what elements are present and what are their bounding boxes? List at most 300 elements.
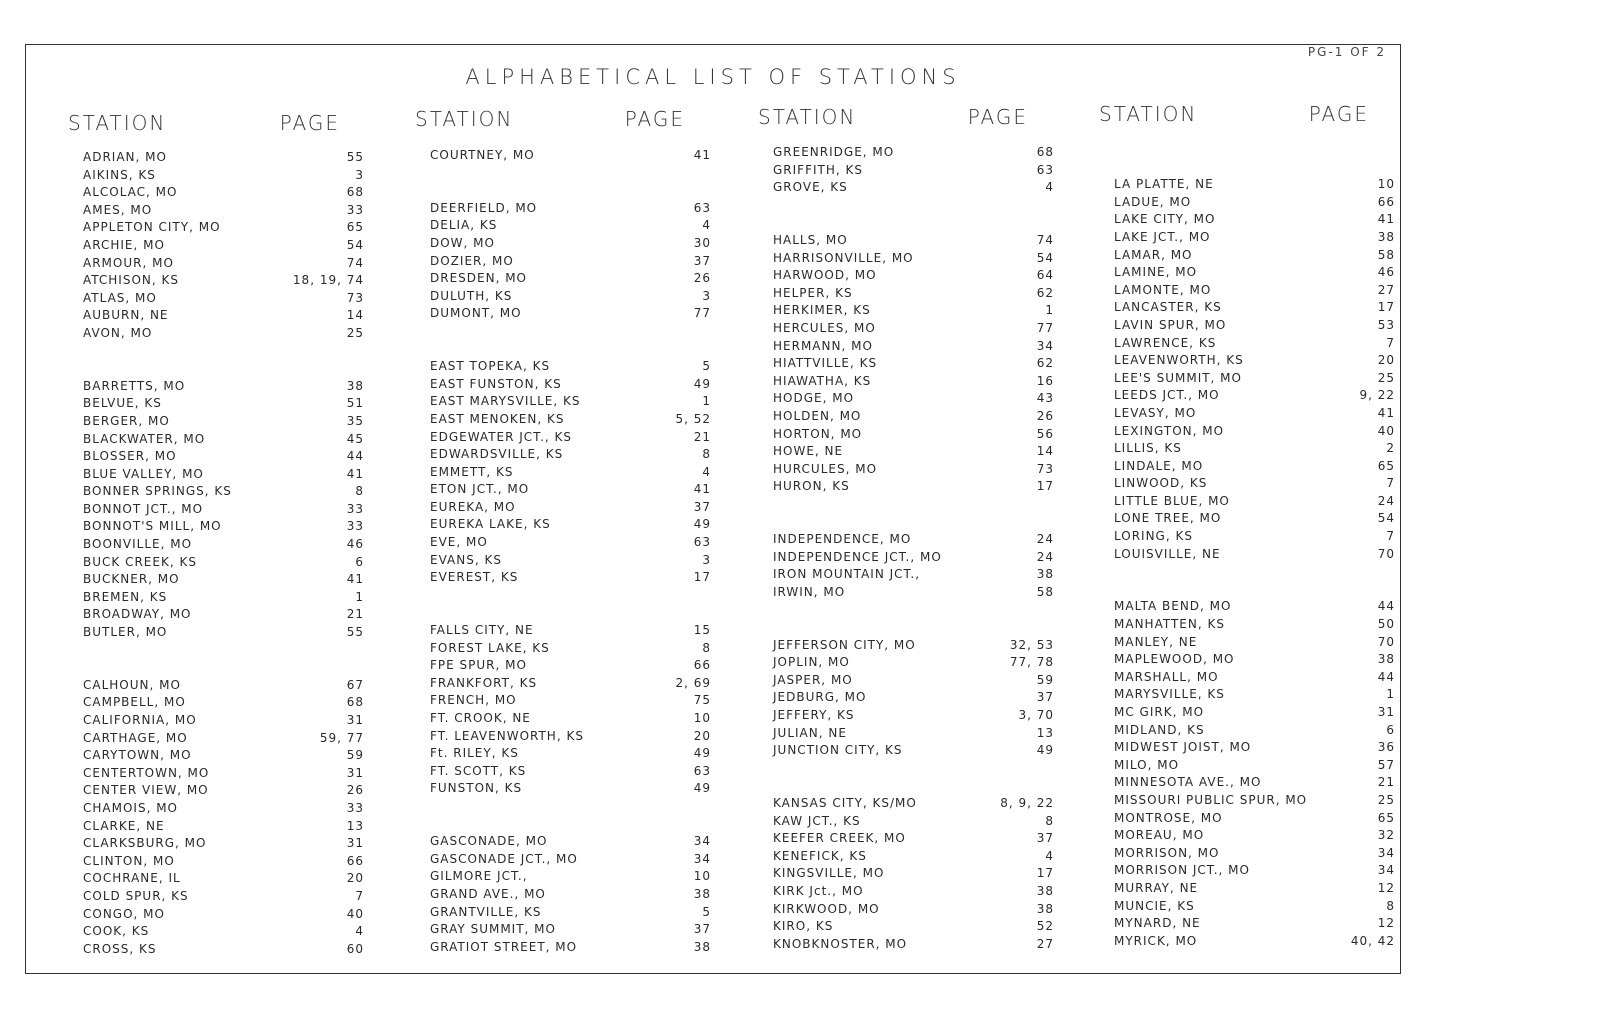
station-page: 32, 53	[1009, 637, 1054, 652]
station-page: 34	[693, 834, 711, 849]
station-row	[758, 637, 1068, 655]
station-row	[758, 144, 1068, 162]
station-row	[68, 800, 378, 818]
station-name: LONE TREE, MO	[1114, 511, 1222, 526]
station-page: 20	[1377, 353, 1395, 368]
station-name: GRATIOT STREET, MO	[430, 939, 578, 954]
station-page: 67	[346, 677, 364, 692]
station-name: EDWARDSVILLE, KS	[430, 447, 564, 462]
station-row	[415, 675, 725, 693]
station-page: 41	[693, 482, 711, 497]
station-name: BONNOT JCT., MO	[83, 501, 204, 516]
spacer-row	[415, 182, 725, 200]
station-row	[415, 288, 725, 306]
station-name: HIATTVILLE, KS	[773, 356, 878, 371]
station-row	[68, 290, 378, 308]
station-name: BUCK CREEK, KS	[83, 554, 197, 569]
station-name: BLACKWATER, MO	[83, 431, 206, 446]
station-page: 63	[693, 200, 711, 215]
station-page: 3	[702, 288, 711, 303]
station-row	[1099, 634, 1409, 652]
station-row	[68, 149, 378, 167]
station-name: ATLAS, MO	[83, 290, 157, 305]
station-name: Ft. RILEY, KS	[430, 746, 519, 761]
station-name: MUNCIE, KS	[1114, 898, 1195, 913]
station-name: JEDBURG, MO	[773, 690, 867, 705]
station-name: LORING, KS	[1114, 529, 1193, 544]
station-name: CALIFORNIA, MO	[83, 713, 197, 727]
station-page: 66	[346, 853, 364, 868]
station-name: KNOBKNOSTER, MO	[773, 936, 908, 951]
station-page: 75	[693, 693, 711, 708]
station-name: DOW, MO	[430, 235, 495, 250]
station-row	[415, 446, 725, 464]
station-row	[1099, 598, 1409, 616]
station-row	[68, 483, 378, 501]
station-row	[68, 466, 378, 484]
station-name: BONNER SPRINGS, KS	[83, 484, 232, 499]
station-row	[68, 606, 378, 624]
station-page: 36	[1377, 740, 1395, 755]
station-row	[68, 272, 378, 290]
station-page: 38	[1036, 883, 1054, 898]
column-header	[68, 111, 378, 137]
spacer-row	[1099, 159, 1409, 177]
station-page: 9, 22	[1359, 388, 1395, 403]
station-page: 3, 70	[1018, 708, 1054, 722]
station-page: 44	[346, 449, 364, 464]
station-row	[415, 868, 725, 886]
station-row	[68, 307, 378, 325]
station-page: 33	[346, 501, 364, 516]
station-name: BUTLER, MO	[83, 625, 168, 640]
station-header: STATION	[758, 105, 857, 129]
station-name: HERMANN, MO	[773, 338, 873, 353]
station-name: MISSOURI PUBLIC SPUR, MO	[1114, 792, 1308, 807]
station-page: 4	[1045, 848, 1054, 863]
column-header	[758, 105, 1068, 131]
station-row	[1099, 264, 1409, 282]
station-page: 58	[1036, 584, 1054, 599]
station-name: CHAMOIS, MO	[83, 800, 178, 815]
station-row	[1099, 915, 1409, 933]
spacer-row	[758, 214, 1068, 232]
station-page: 41	[693, 148, 711, 162]
station-row	[1099, 475, 1409, 493]
station-name: CLARKE, NE	[83, 818, 165, 833]
station-name: APPLETON CITY, MO	[83, 220, 221, 235]
station-name: BELVUE, KS	[83, 396, 162, 411]
station-name: EUREKA LAKE, KS	[430, 517, 551, 532]
station-page: 10	[693, 869, 711, 884]
station-page: 62	[1036, 285, 1054, 300]
spacer-row	[68, 642, 378, 660]
station-name: LINDALE, MO	[1114, 458, 1204, 473]
station-name: LOUISVILLE, NE	[1114, 546, 1221, 561]
station-row	[1099, 335, 1409, 353]
station-row	[415, 481, 725, 499]
station-page: 14	[1036, 444, 1054, 459]
spacer-row	[415, 816, 725, 834]
station-row	[415, 376, 725, 394]
station-name: FPE SPUR, MO	[430, 658, 527, 673]
station-page: 1	[1386, 687, 1395, 702]
station-page: 7	[1386, 476, 1395, 491]
station-page: 49	[693, 376, 711, 391]
station-name: CROSS, KS	[83, 941, 157, 956]
document-title: ALPHABETICAL LIST OF STATIONS	[465, 65, 961, 89]
station-row	[1099, 423, 1409, 441]
station-page: 55	[346, 150, 364, 164]
station-page: 24	[1036, 532, 1054, 547]
station-page: 50	[1377, 617, 1395, 632]
station-row	[1099, 792, 1409, 810]
station-name: HARWOOD, MO	[773, 268, 877, 283]
station-name: MORRISON JCT., MO	[1114, 863, 1250, 878]
station-page: 44	[1377, 669, 1395, 684]
station-page: 33	[346, 800, 364, 815]
station-name: EAST MENOKEN, KS	[430, 411, 565, 426]
station-row	[68, 431, 378, 449]
station-page: 33	[346, 202, 364, 217]
station-page: 58	[1377, 247, 1395, 262]
station-name: FT. SCOTT, KS	[430, 763, 527, 778]
station-row	[415, 692, 725, 710]
station-row	[415, 499, 725, 517]
station-name: LAVIN SPUR, MO	[1114, 317, 1227, 332]
station-page: 59	[346, 748, 364, 763]
station-row	[1099, 211, 1409, 229]
station-row	[758, 742, 1068, 760]
station-row	[415, 147, 725, 165]
station-header: STATION	[1099, 102, 1198, 126]
station-page: 37	[693, 922, 711, 937]
station-row	[1099, 493, 1409, 511]
station-name: BERGER, MO	[83, 413, 170, 428]
spacer-row	[415, 323, 725, 341]
spacer-row	[758, 777, 1068, 795]
station-page: 31	[346, 765, 364, 780]
station-name: ARMOUR, MO	[83, 255, 174, 270]
station-name: HIAWATHA, KS	[773, 373, 872, 388]
station-row	[1099, 810, 1409, 828]
station-row	[1099, 282, 1409, 300]
station-row	[415, 886, 725, 904]
station-page: 77	[1036, 320, 1054, 335]
station-row	[758, 672, 1068, 690]
station-name: GREENRIDGE, MO	[773, 145, 895, 159]
station-page: 25	[1377, 370, 1395, 385]
station-name: JEFFERSON CITY, MO	[773, 637, 916, 652]
station-page: 70	[1377, 546, 1395, 561]
station-page: 8	[1386, 898, 1395, 913]
station-row	[415, 921, 725, 939]
station-name: AVON, MO	[83, 325, 153, 340]
station-row	[68, 765, 378, 783]
station-row	[415, 569, 725, 587]
spacer-row	[758, 760, 1068, 778]
station-name: BLUE VALLEY, MO	[83, 466, 204, 481]
page-number-note: PG-1 OF 2	[1307, 45, 1386, 59]
station-name: KANSAS CITY, KS/MO	[773, 795, 917, 810]
station-row	[415, 411, 725, 429]
station-row	[758, 689, 1068, 707]
station-page: 37	[693, 253, 711, 268]
spacer-row	[415, 341, 725, 359]
station-row	[415, 270, 725, 288]
station-name: LEXINGTON, MO	[1114, 423, 1225, 438]
station-row	[758, 338, 1068, 356]
station-row	[68, 413, 378, 431]
station-row	[758, 549, 1068, 567]
station-page: 40	[346, 906, 364, 921]
station-row	[415, 939, 725, 957]
station-page: 34	[1036, 338, 1054, 353]
station-name: LAMAR, MO	[1114, 247, 1193, 262]
station-page: 8	[702, 640, 711, 655]
station-row	[68, 167, 378, 185]
station-row	[758, 179, 1068, 197]
station-page: 77, 78	[1009, 655, 1054, 670]
station-row	[1099, 405, 1409, 423]
station-page: 38	[1036, 901, 1054, 916]
station-page: 8	[1045, 813, 1054, 828]
station-row	[1099, 757, 1409, 775]
station-name: EVEREST, KS	[430, 570, 519, 585]
station-page: 13	[346, 818, 364, 833]
station-name: LEVASY, MO	[1114, 405, 1197, 420]
station-row	[1099, 651, 1409, 669]
station-page: 49	[693, 517, 711, 532]
station-row	[415, 622, 725, 640]
station-page: 64	[1036, 268, 1054, 283]
station-row	[758, 918, 1068, 936]
station-name: HORTON, MO	[773, 426, 863, 441]
station-row	[1099, 176, 1409, 194]
station-name: MORRISON, MO	[1114, 845, 1220, 860]
station-name: LAMINE, MO	[1114, 265, 1198, 280]
station-name: ARCHIE, MO	[83, 237, 165, 252]
station-name: KINGSVILLE, MO	[773, 866, 885, 881]
station-page: 10	[693, 711, 711, 725]
station-page: 37	[1036, 690, 1054, 705]
station-page: 65	[346, 220, 364, 235]
station-row	[415, 657, 725, 675]
station-page: 74	[1036, 232, 1054, 247]
station-page: 25	[1377, 792, 1395, 807]
station-name: MANHATTEN, KS	[1114, 617, 1225, 632]
station-page: 57	[1377, 757, 1395, 772]
station-row	[68, 730, 378, 748]
station-row	[1099, 898, 1409, 916]
station-header: STATION	[68, 111, 167, 135]
station-row	[1099, 686, 1409, 704]
station-row	[68, 782, 378, 800]
station-page: 10	[1377, 177, 1395, 192]
station-row	[758, 320, 1068, 338]
station-name: ALCOLAC, MO	[83, 185, 178, 200]
station-name: DOZIER, MO	[430, 253, 514, 268]
station-name: FT. LEAVENWORTH, KS	[430, 728, 584, 743]
station-page: 31	[346, 836, 364, 851]
station-page: 17	[1377, 300, 1395, 315]
spacer-row	[415, 587, 725, 605]
station-name: GRIFFITH, KS	[773, 162, 863, 177]
station-page: 35	[346, 413, 364, 428]
station-row	[415, 640, 725, 658]
station-row	[758, 654, 1068, 672]
station-name: BREMEN, KS	[83, 589, 168, 604]
station-name: CAMPBELL, MO	[83, 695, 186, 710]
station-row	[758, 848, 1068, 866]
station-name: EAST TOPEKA, KS	[430, 359, 551, 374]
station-row	[68, 395, 378, 413]
station-page: 45	[346, 431, 364, 446]
station-name: LANCASTER, KS	[1114, 300, 1222, 315]
station-row	[758, 725, 1068, 743]
station-row	[68, 941, 378, 959]
station-page: 65	[1377, 458, 1395, 473]
station-row	[68, 184, 378, 202]
spacer-row	[758, 496, 1068, 514]
station-row	[415, 305, 725, 323]
station-name: LA PLATTE, NE	[1114, 177, 1214, 192]
station-name: EDGEWATER JCT., KS	[430, 429, 573, 444]
station-page: 74	[346, 255, 364, 270]
station-page: 30	[693, 235, 711, 250]
station-page: 24	[1036, 549, 1054, 564]
station-row	[68, 501, 378, 519]
station-row	[758, 936, 1068, 954]
station-name: CLARKSBURG, MO	[83, 836, 207, 851]
spacer-row	[415, 798, 725, 816]
station-name: EVE, MO	[430, 535, 488, 550]
station-name: HELPER, KS	[773, 285, 853, 300]
station-page: 26	[346, 783, 364, 798]
station-name: AIKINS, KS	[83, 167, 156, 182]
station-page: 62	[1036, 356, 1054, 371]
station-row	[758, 373, 1068, 391]
station-row	[415, 745, 725, 763]
station-name: JULIAN, NE	[773, 725, 847, 740]
station-page: 66	[693, 658, 711, 673]
station-name: DRESDEN, MO	[430, 271, 528, 286]
station-row	[415, 358, 725, 376]
station-name: BARRETTS, MO	[83, 378, 186, 393]
station-name: GRAND AVE., MO	[430, 886, 546, 901]
station-row	[758, 707, 1068, 725]
station-name: LEE'S SUMMIT, MO	[1114, 370, 1242, 385]
station-row	[415, 253, 725, 271]
station-row	[1099, 827, 1409, 845]
spacer-row	[1099, 141, 1409, 159]
station-name: LAMONTE, MO	[1114, 282, 1212, 297]
station-row	[1099, 317, 1409, 335]
station-page: 55	[346, 625, 364, 640]
station-name: LAWRENCE, KS	[1114, 335, 1217, 350]
station-name: DELIA, KS	[430, 218, 498, 233]
station-page: 44	[1377, 599, 1395, 614]
station-row	[758, 162, 1068, 180]
station-page: 68	[346, 185, 364, 200]
station-header: STATION	[415, 107, 514, 131]
station-page: 18, 19, 74	[292, 273, 364, 288]
station-row	[68, 853, 378, 871]
page-header: PAGE	[1308, 102, 1369, 126]
station-name: BROADWAY, MO	[83, 607, 192, 622]
station-page: 49	[1036, 743, 1054, 758]
station-page: 34	[1377, 863, 1395, 878]
station-name: COLD SPUR, KS	[83, 888, 189, 903]
station-name: EVANS, KS	[430, 552, 502, 567]
spacer-row	[758, 197, 1068, 215]
station-name: BLOSSER, MO	[83, 449, 177, 464]
station-page: 38	[1377, 229, 1395, 244]
spacer-row	[1099, 563, 1409, 581]
station-name: INDEPENDENCE JCT., MO	[773, 549, 942, 564]
station-row	[1099, 528, 1409, 546]
station-page: 49	[693, 746, 711, 761]
station-row	[758, 795, 1068, 813]
station-name: AMES, MO	[83, 202, 153, 217]
station-row	[68, 536, 378, 554]
station-page: 38	[1377, 652, 1395, 667]
station-row	[758, 865, 1068, 883]
station-page: 41	[1377, 212, 1395, 227]
station-row	[415, 464, 725, 482]
station-row	[1099, 862, 1409, 880]
station-row	[68, 448, 378, 466]
station-name: JASPER, MO	[773, 672, 853, 687]
spacer-row	[758, 619, 1068, 637]
station-name: GRAY SUMMIT, MO	[430, 922, 556, 937]
station-name: MAPLEWOOD, MO	[1114, 652, 1235, 667]
station-row	[758, 267, 1068, 285]
station-name: ADRIAN, MO	[83, 150, 167, 164]
station-page: 16	[1036, 373, 1054, 388]
station-row	[68, 906, 378, 924]
station-page: 8	[702, 447, 711, 462]
station-row	[415, 728, 725, 746]
station-row	[758, 478, 1068, 496]
station-name: COURTNEY, MO	[430, 148, 535, 162]
station-row	[758, 408, 1068, 426]
station-row	[415, 534, 725, 552]
station-name: EMMETT, KS	[430, 464, 514, 479]
station-name: MALTA BEND, MO	[1114, 599, 1232, 614]
station-name: GRANTVILLE, KS	[430, 904, 542, 919]
station-page: 53	[1377, 317, 1395, 332]
station-row	[1099, 933, 1409, 951]
station-name: MIDLAND, KS	[1114, 722, 1205, 737]
station-name: JUNCTION CITY, KS	[773, 743, 903, 758]
station-name: FALLS CITY, NE	[430, 623, 534, 638]
station-list	[415, 147, 725, 956]
station-name: DEERFIELD, MO	[430, 200, 538, 215]
station-page: 41	[346, 572, 364, 587]
station-page: 37	[693, 499, 711, 514]
station-row	[68, 835, 378, 853]
station-name: LITTLE BLUE, MO	[1114, 493, 1230, 508]
station-page: 12	[1377, 916, 1395, 931]
station-name: KIRKWOOD, MO	[773, 901, 880, 916]
station-row	[758, 443, 1068, 461]
station-page: 31	[1377, 705, 1395, 719]
station-row	[1099, 880, 1409, 898]
station-page: 13	[1036, 725, 1054, 740]
station-row	[758, 390, 1068, 408]
station-name: BUCKNER, MO	[83, 572, 180, 587]
